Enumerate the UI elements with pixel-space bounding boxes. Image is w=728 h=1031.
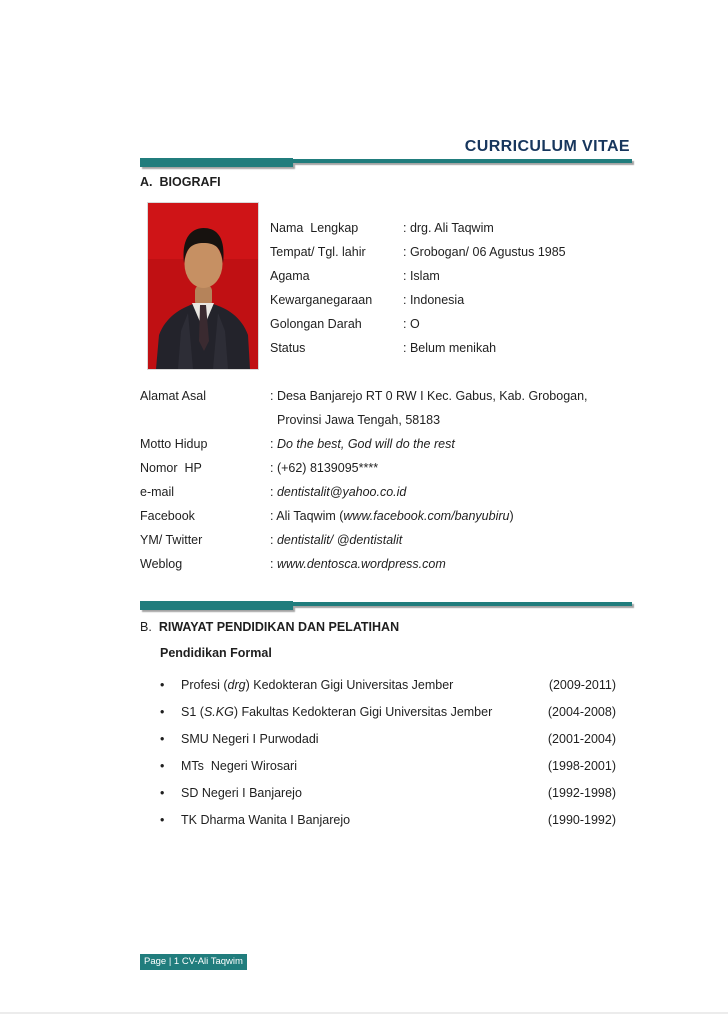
- field-value: : Indonesia: [403, 293, 465, 307]
- field-label: Motto Hidup: [140, 437, 208, 451]
- contact-fields: [140, 384, 632, 576]
- field-label: Tempat/ Tgl. lahir: [270, 245, 366, 259]
- education-text: • MTs Negeri Wirosari: [181, 758, 297, 773]
- field-value: : (+62) 8139095****: [270, 461, 379, 475]
- education-item: [160, 725, 616, 752]
- page-edge-line: [0, 1012, 728, 1014]
- page-footer-badge: Page | 1 CV-Ali Taqwim: [140, 954, 247, 970]
- field-value: : dentistalit@yahoo.co.id: [270, 485, 407, 499]
- section-letter: A.: [140, 175, 153, 189]
- section-divider: [140, 601, 632, 613]
- section-title: RIWAYAT PENDIDIKAN DAN PELATIHAN: [158, 620, 400, 634]
- field-label: e-mail: [140, 485, 175, 499]
- field-label: YM/ Twitter: [140, 533, 203, 547]
- education-text: • SMU Negeri I Purwodadi: [181, 731, 319, 746]
- field-value: : dentistalit/ @dentistalit: [270, 533, 403, 547]
- contact-row: [140, 432, 632, 456]
- bio-field-row: [270, 288, 632, 312]
- field-label: Nomor HP: [140, 461, 202, 475]
- education-years: (1992-1998): [547, 785, 616, 800]
- education-text: • S1 (S.KG) Fakultas Kedokteran Gigi Universitas Jember: [181, 704, 493, 719]
- section-letter: B.: [140, 620, 152, 634]
- bio-field-row: [270, 216, 632, 240]
- divider-block: [140, 601, 293, 610]
- bio-field-row: [270, 312, 632, 336]
- section-title: BIOGRAFI: [159, 175, 221, 189]
- field-value: : Do the best, God will do the rest: [270, 437, 455, 451]
- divider-line: [293, 602, 632, 606]
- education-item: [160, 779, 616, 806]
- education-years: (1990-1992): [547, 812, 616, 827]
- contact-row: [140, 456, 632, 480]
- field-label: Kewarganegaraan: [270, 293, 373, 307]
- portrait-photo: [148, 203, 258, 369]
- divider-line: [293, 159, 632, 163]
- education-list: [160, 671, 616, 833]
- contact-row: [140, 480, 632, 504]
- education-years: (1998-2001): [547, 758, 616, 773]
- field-value: : Desa Banjarejo RT 0 RW I Kec. Gabus, Kab. Grobogan, Provinsi Jawa Tengah, 58183: [270, 389, 588, 427]
- contact-row: [140, 384, 632, 432]
- field-value: : drg. Ali Taqwim: [403, 221, 494, 235]
- field-value: : Ali Taqwim (www.facebook.com/banyubiru): [270, 509, 514, 523]
- field-label: Agama: [270, 269, 310, 283]
- contact-row: [140, 528, 632, 552]
- contact-row: [140, 552, 632, 576]
- contact-row: [140, 504, 632, 528]
- field-value: : O: [403, 317, 420, 331]
- field-value: : Grobogan/ 06 Agustus 1985: [403, 245, 566, 259]
- field-value: : Belum menikah: [403, 341, 497, 355]
- page-title: CURRICULUM VITAE: [464, 138, 630, 155]
- field-value: : Islam: [403, 269, 440, 283]
- field-label: Nama Lengkap: [270, 221, 359, 235]
- field-label: Facebook: [140, 509, 195, 523]
- bio-field-row: [270, 264, 632, 288]
- education-text: • TK Dharma Wanita I Banjarejo: [181, 812, 351, 827]
- subheading-pendidikan-formal: Pendidikan Formal: [160, 646, 272, 660]
- field-label: Golongan Darah: [270, 317, 362, 331]
- field-label: Weblog: [140, 557, 183, 571]
- field-value: : www.dentosca.wordpress.com: [270, 557, 446, 571]
- divider-block: [140, 158, 293, 167]
- education-item: [160, 671, 616, 698]
- bio-fields: [270, 216, 632, 360]
- section-heading-pendidikan: [140, 620, 399, 634]
- education-years: (2009-2011): [548, 677, 616, 692]
- portrait-photo-image: [148, 203, 258, 369]
- section-heading-biografi: [140, 175, 221, 189]
- education-text: • SD Negeri I Banjarejo: [181, 785, 302, 800]
- education-item: [160, 806, 616, 833]
- education-text: • Profesi (drg) Kedokteran Gigi Universitas Jember: [181, 677, 454, 692]
- education-years: (2004-2008): [547, 704, 616, 719]
- education-item: [160, 698, 616, 725]
- field-label: Status: [270, 341, 306, 355]
- bio-field-row: [270, 336, 632, 360]
- education-years: (2001-2004): [547, 731, 616, 746]
- bio-field-row: [270, 240, 632, 264]
- field-label: Alamat Asal: [140, 389, 207, 403]
- education-item: [160, 752, 616, 779]
- section-divider: [140, 158, 632, 170]
